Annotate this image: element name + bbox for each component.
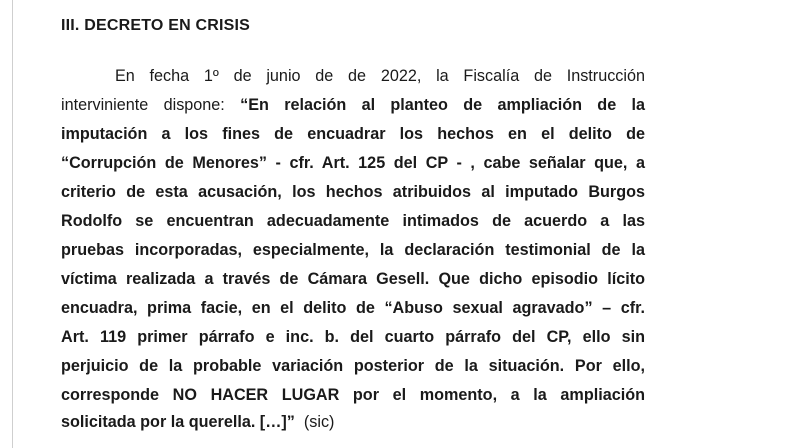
quoted-decree-line: criterio de esta acusación, los hechos atribuidos al imputado Burgos [61,183,645,201]
sic-note: (sic) [294,413,335,431]
paragraph-line: En fecha 1º de junio de de 2022, la Fiscalía de Instrucción [115,67,645,85]
quoted-decree-line: “Corrupción de Menores” - cfr. Art. 125 del CP - , cabe señalar que, a [61,154,645,172]
quoted-decree-line: Art. 119 primer párrafo e inc. b. del cuarto párrafo del CP, ello sin [61,328,645,346]
quoted-decree-line: perjuicio de la probable variación posterior de la situación. Por ello, [61,357,645,375]
section-heading: III. DECRETO EN CRISIS [61,17,251,34]
paragraph-line-plain: interviniente dispone: [61,96,241,114]
page-edge-line [12,0,13,448]
paragraph-final-line [61,412,334,432]
quoted-decree-line: corresponde NO HACER LUGAR por el momento, a la ampliación [61,386,645,404]
quoted-decree-text: “En relación al planteo de ampliación de la [240,96,645,114]
quoted-decree-line: imputación a los fines de encuadrar los hechos en el delito de [61,125,645,143]
paragraph-line [61,95,645,115]
quoted-decree-line: víctima realizada a través de Cámara Gesell. Que dicho episodio lícito [61,270,645,288]
quoted-decree-line: Rodolfo se encuentran adecuadamente intimados de acuerdo a las [61,212,645,230]
quoted-decree-line: pruebas incorporadas, especialmente, la declaración testimonial de la [61,241,645,259]
quoted-decree-line: encuadra, prima facie, en el delito de “Abuso sexual agravado” – cfr. [61,299,645,317]
quoted-decree-end: solicitada por la querella. […]” [61,413,295,431]
